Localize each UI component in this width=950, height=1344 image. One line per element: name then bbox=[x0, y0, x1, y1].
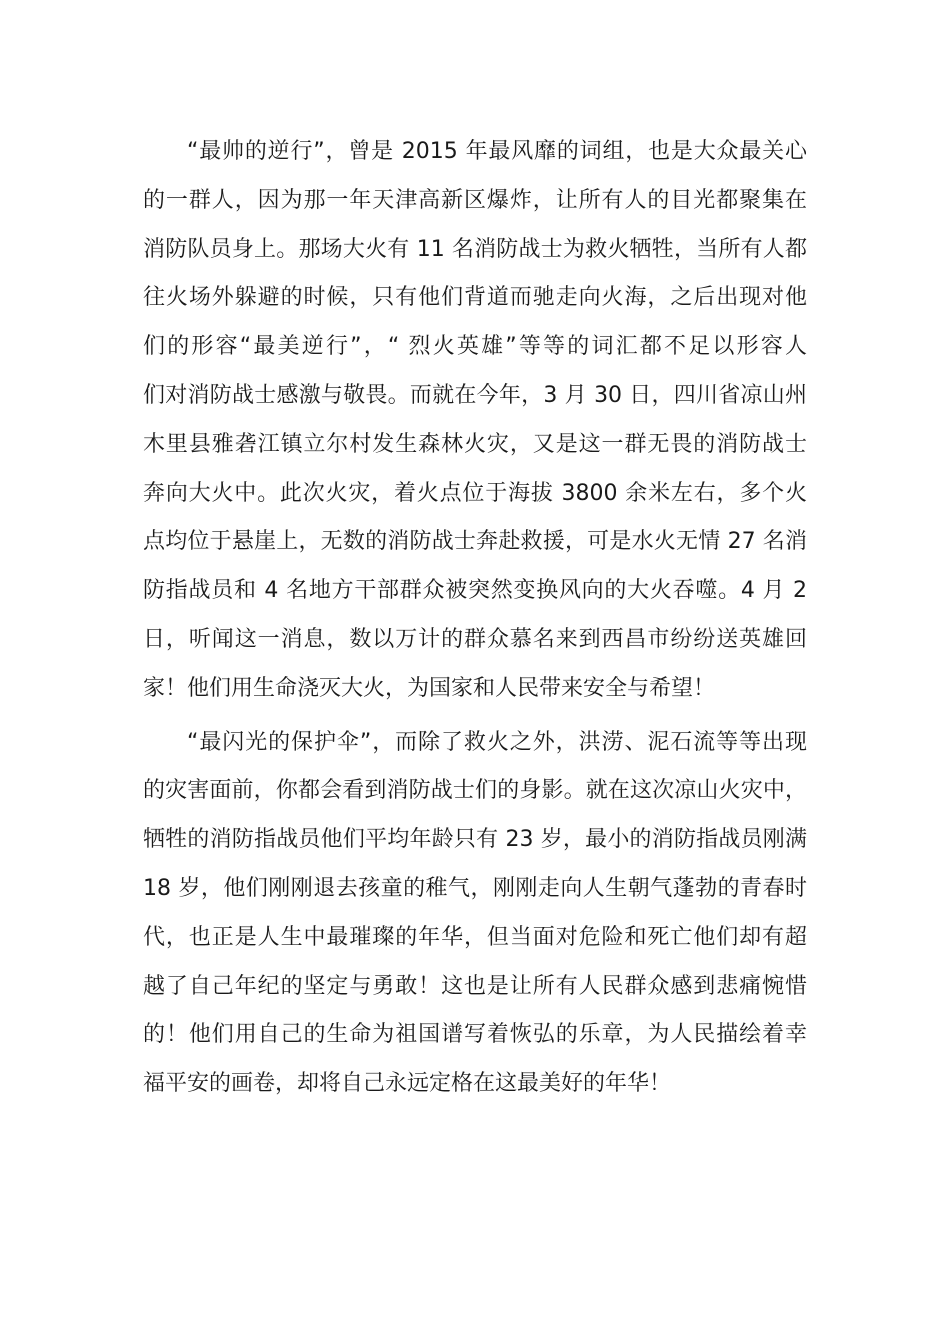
paragraph-1 bbox=[143, 128, 807, 714]
text-line: 越了自己年纪的坚定与勇敢！这也是让所有人民群众感到悲痛惋惜 bbox=[143, 973, 807, 999]
text-line: 家！他们用生命浇灭大火，为国家和人民带来安全与希望！ bbox=[143, 675, 716, 701]
text-line: 福平安的画卷，却将自己永远定格在这最美好的年华！ bbox=[143, 1071, 672, 1097]
text-line: 的！他们用自己的生命为祖国谱写着恢弘的乐章，为人民描绘着幸 bbox=[143, 1022, 807, 1048]
text-line: 代，也正是人生中最璀璨的年华，但当面对危险和死亡他们却有超 bbox=[143, 924, 807, 950]
text-line: 日，听闻这一消息，数以万计的群众慕名来到西昌市纷纷送英雄回 bbox=[143, 626, 807, 652]
text-line: “最闪光的保护伞”，而除了救火之外，洪涝、泥石流等等出现 bbox=[187, 729, 807, 755]
text-line: 点均位于悬崖上，无数的消防战士奔赴救援，可是水火无情 27 名消 bbox=[143, 529, 807, 555]
text-line: 消防队员身上。那场大火有 11 名消防战士为救火牺牲，当所有人都 bbox=[143, 236, 807, 262]
paragraph-2 bbox=[143, 719, 807, 1109]
text-line: 的一群人，因为那一年天津高新区爆炸，让所有人的目光都聚集在 bbox=[143, 187, 807, 213]
text-line: 木里县雅砻江镇立尔村发生森林火灾，又是这一群无畏的消防战士 bbox=[143, 431, 807, 457]
text-line: 的灾害面前，你都会看到消防战士们的身影。就在这次凉山火灾中， bbox=[143, 778, 807, 804]
text-line: 牺牲的消防指战员他们平均年龄只有 23 岁，最小的消防指战员刚满 bbox=[143, 827, 807, 853]
document-body bbox=[143, 128, 807, 1109]
text-line: 们对消防战士感激与敬畏。而就在今年，3 月 30 日，四川省凉山州 bbox=[143, 382, 807, 408]
text-line: 防指战员和 4 名地方干部群众被突然变换风向的大火吞噬。4 月 2 bbox=[143, 578, 807, 604]
text-line: 18 岁，他们刚刚退去孩童的稚气，刚刚走向人生朝气蓬勃的青春时 bbox=[143, 875, 807, 901]
text-line: “最帅的逆行”，曾是 2015 年最风靡的词组，也是大众最关心 bbox=[187, 139, 807, 164]
text-line: 奔向大火中。此次火灾，着火点位于海拔 3800 余米左右，多个火 bbox=[143, 480, 807, 506]
text-line: 们的形容“最美逆行”，“ 烈火英雄”等等的词汇都不足以形容人 bbox=[143, 334, 807, 360]
text-line: 往火场外躲避的时候，只有他们背道而驰走向火海，之后出现对他 bbox=[143, 285, 807, 311]
